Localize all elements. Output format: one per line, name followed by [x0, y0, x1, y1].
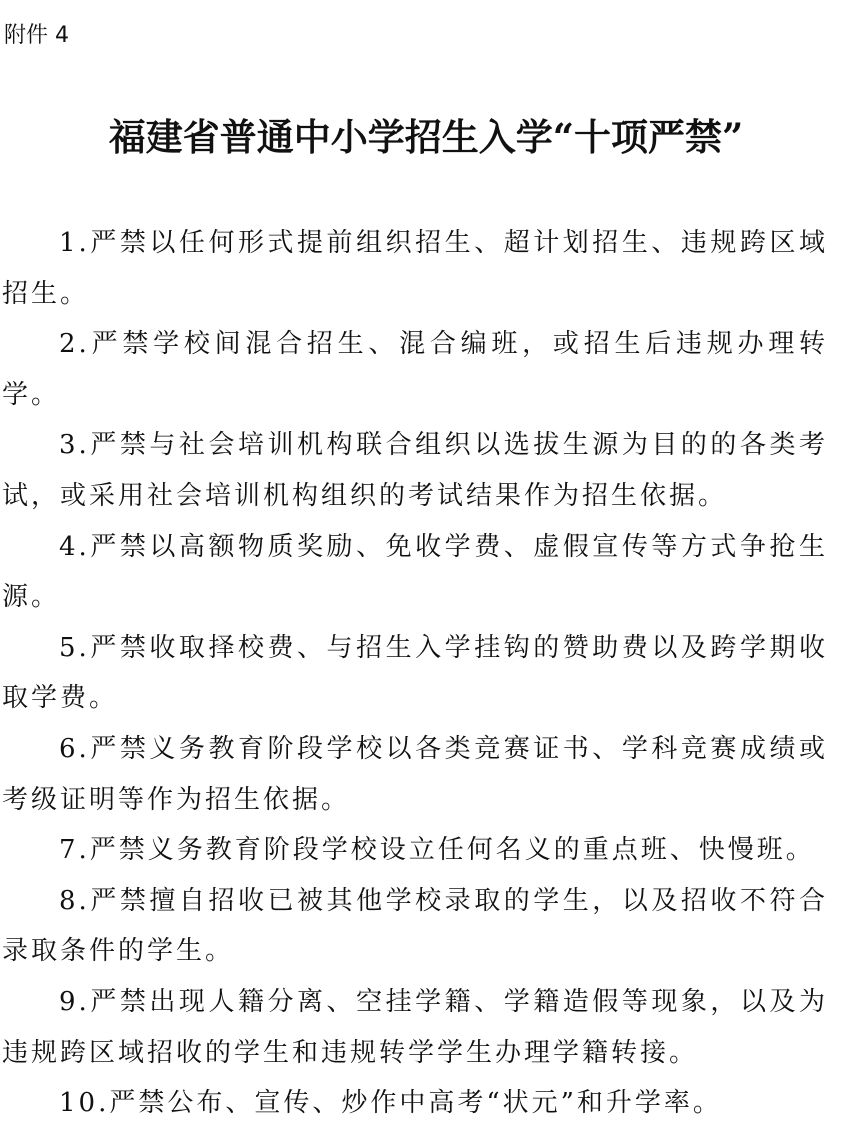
list-item: 3.严禁与社会培训机构联合组织以选拔生源为目的的各类考试，或采用社会培训机构组织的考试结果作为招生依据。: [2, 430, 828, 511]
list-item: 8.严禁擅自招收已被其他学校录取的学生，以及招收不符合录取条件的学生。: [2, 885, 828, 967]
attachment-label: 附件 4: [4, 23, 69, 48]
document-title: 福建省普通中小学招生入学“十项严禁”: [108, 115, 744, 159]
list-item: 10.严禁公布、宣传、炒作中高考“状元”和升学率。: [59, 1088, 722, 1119]
list-item: 9.严禁出现人籍分离、空挂学籍、学籍造假等现象，以及为违规跨区域招收的学生和违规转学学生办理学籍转接。: [2, 986, 828, 1068]
list-item: 7.严禁义务教育阶段学校设立任何名义的重点班、快慢班。: [59, 835, 815, 866]
list-item: 6.严禁义务教育阶段学校以各类竞赛证书、学科竞赛成绩或考级证明等作为招生依据。: [2, 733, 828, 815]
list-item: 5.严禁收取择校费、与招生入学挂钩的赞助费以及跨学期收取学费。: [2, 632, 828, 714]
list-item: 1.严禁以任何形式提前组织招生、超计划招生、违规跨区域招生。: [2, 228, 828, 309]
list-item: 2.严禁学校间混合招生、混合编班，或招生后违规办理转学。: [2, 329, 828, 410]
prohibitions-list: [2, 218, 828, 1129]
list-item: 4.严禁以高额物质奖励、免收学费、虚假宣传等方式争抢生源。: [2, 531, 828, 613]
